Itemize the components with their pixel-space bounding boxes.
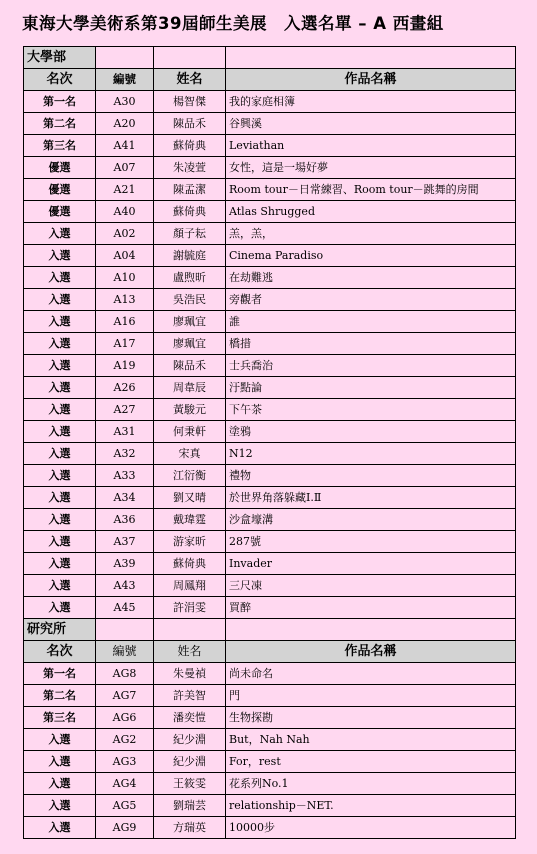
- work-title-cell: 生物探勘: [226, 707, 516, 729]
- work-title-cell: 10000步: [226, 817, 516, 839]
- work-title-cell: 三尺凍: [226, 575, 516, 597]
- header-name: 姓名: [154, 641, 226, 663]
- entry-id-cell: A19: [96, 355, 154, 377]
- section-blank-cell: [154, 619, 226, 641]
- entry-id-cell: AG9: [96, 817, 154, 839]
- rank-cell: 入選: [24, 377, 96, 399]
- work-title-cell: 塗鴉: [226, 421, 516, 443]
- rank-cell: 入選: [24, 509, 96, 531]
- work-title-cell: 沙盒壕溝: [226, 509, 516, 531]
- header-id: 編號: [96, 641, 154, 663]
- entry-id-cell: AG4: [96, 773, 154, 795]
- entry-id-cell: A20: [96, 113, 154, 135]
- entry-id-cell: AG2: [96, 729, 154, 751]
- table-row: [24, 487, 516, 509]
- rank-cell: 入選: [24, 487, 96, 509]
- table-row: [24, 245, 516, 267]
- entry-id-cell: AG5: [96, 795, 154, 817]
- artist-name-cell: 劉瑞芸: [154, 795, 226, 817]
- table-row: [24, 443, 516, 465]
- rank-cell: 優選: [24, 179, 96, 201]
- work-title-cell: 門: [226, 685, 516, 707]
- table-row: [24, 267, 516, 289]
- work-title-cell: Invader: [226, 553, 516, 575]
- header-id: 編號: [96, 69, 154, 91]
- entry-id-cell: A30: [96, 91, 154, 113]
- rank-cell: 入選: [24, 223, 96, 245]
- work-title-cell: relationship－NET.: [226, 795, 516, 817]
- section-blank-cell: [154, 47, 226, 69]
- artist-name-cell: 廖珮宜: [154, 333, 226, 355]
- work-title-cell: 汙點論: [226, 377, 516, 399]
- artist-name-cell: 周鳳翔: [154, 575, 226, 597]
- table-row: [24, 179, 516, 201]
- artist-name-cell: 宋真: [154, 443, 226, 465]
- entry-id-cell: A26: [96, 377, 154, 399]
- entry-id-cell: AG3: [96, 751, 154, 773]
- table-row: [24, 751, 516, 773]
- rank-cell: 入選: [24, 465, 96, 487]
- artist-name-cell: 吳浩民: [154, 289, 226, 311]
- section-row-undergrad: [24, 47, 516, 69]
- work-title-cell: Room tour－日常練習、Room tour－跳舞的房間: [226, 179, 516, 201]
- entry-id-cell: A41: [96, 135, 154, 157]
- table-row: [24, 817, 516, 839]
- rank-cell: 優選: [24, 157, 96, 179]
- rank-cell: 入選: [24, 575, 96, 597]
- entry-id-cell: A16: [96, 311, 154, 333]
- section-blank-cell: [96, 47, 154, 69]
- rank-cell: 第二名: [24, 685, 96, 707]
- header-rank: 名次: [24, 641, 96, 663]
- entry-id-cell: A13: [96, 289, 154, 311]
- table-row: [24, 135, 516, 157]
- entry-id-cell: AG6: [96, 707, 154, 729]
- entry-id-cell: A17: [96, 333, 154, 355]
- artist-name-cell: 陳孟潔: [154, 179, 226, 201]
- rank-cell: 第二名: [24, 113, 96, 135]
- entry-id-cell: A02: [96, 223, 154, 245]
- entry-id-cell: A21: [96, 179, 154, 201]
- artist-name-cell: 陳品禾: [154, 113, 226, 135]
- header-rank: 名次: [24, 69, 96, 91]
- table-row: [24, 311, 516, 333]
- rank-cell: 入選: [24, 333, 96, 355]
- table-row: [24, 399, 516, 421]
- artist-name-cell: 周韋辰: [154, 377, 226, 399]
- header-work: 作品名稱: [226, 69, 516, 91]
- artist-name-cell: 游家昕: [154, 531, 226, 553]
- rank-cell: 入選: [24, 773, 96, 795]
- artist-name-cell: 朱曼禎: [154, 663, 226, 685]
- work-title-cell: For，rest: [226, 751, 516, 773]
- entry-id-cell: A43: [96, 575, 154, 597]
- entry-id-cell: A07: [96, 157, 154, 179]
- entry-id-cell: A32: [96, 443, 154, 465]
- artist-name-cell: 許涓雯: [154, 597, 226, 619]
- rank-cell: 入選: [24, 355, 96, 377]
- rank-cell: 入選: [24, 245, 96, 267]
- artist-name-cell: 潘奕愷: [154, 707, 226, 729]
- artist-name-cell: 黃駿元: [154, 399, 226, 421]
- rank-cell: 入選: [24, 795, 96, 817]
- artist-name-cell: 何秉軒: [154, 421, 226, 443]
- artist-name-cell: 蘇倚典: [154, 553, 226, 575]
- rank-cell: 入選: [24, 531, 96, 553]
- entry-id-cell: A31: [96, 421, 154, 443]
- section-blank-cell: [226, 47, 516, 69]
- artist-name-cell: 許美智: [154, 685, 226, 707]
- table-row: [24, 707, 516, 729]
- work-title-cell: 羔，羔，: [226, 223, 516, 245]
- work-title-cell: 於世界角落躲藏Ⅰ.Ⅱ: [226, 487, 516, 509]
- entry-id-cell: A39: [96, 553, 154, 575]
- work-title-cell: 下午茶: [226, 399, 516, 421]
- rank-cell: 入選: [24, 553, 96, 575]
- artist-name-cell: 江衍衡: [154, 465, 226, 487]
- entry-id-cell: A40: [96, 201, 154, 223]
- table-row: [24, 157, 516, 179]
- rank-cell: 第三名: [24, 135, 96, 157]
- rank-cell: 入選: [24, 751, 96, 773]
- rank-cell: 入選: [24, 421, 96, 443]
- table-row: [24, 575, 516, 597]
- work-title-cell: 尚未命名: [226, 663, 516, 685]
- rank-cell: 第三名: [24, 707, 96, 729]
- entry-id-cell: A37: [96, 531, 154, 553]
- work-title-cell: 谷興溪: [226, 113, 516, 135]
- artist-name-cell: 顏子耘: [154, 223, 226, 245]
- work-title-cell: Cinema Paradiso: [226, 245, 516, 267]
- table-row: [24, 355, 516, 377]
- work-title-cell: 287號: [226, 531, 516, 553]
- rank-cell: 入選: [24, 729, 96, 751]
- work-title-cell: Atlas Shrugged: [226, 201, 516, 223]
- table-row: [24, 113, 516, 135]
- artist-name-cell: 方瑞英: [154, 817, 226, 839]
- section-blank-cell: [96, 619, 154, 641]
- artist-name-cell: 盧煦昕: [154, 267, 226, 289]
- rank-cell: 入選: [24, 817, 96, 839]
- artist-name-cell: 紀少淵: [154, 751, 226, 773]
- work-title-cell: 女性，這是一場好夢: [226, 157, 516, 179]
- table-row: [24, 421, 516, 443]
- table-row: [24, 509, 516, 531]
- work-title-cell: 花系列No.1: [226, 773, 516, 795]
- entry-id-cell: A33: [96, 465, 154, 487]
- entry-id-cell: AG7: [96, 685, 154, 707]
- table-row: [24, 531, 516, 553]
- table-row: [24, 597, 516, 619]
- work-title-cell: 在劫難逃: [226, 267, 516, 289]
- section-label: 研究所: [24, 619, 96, 641]
- work-title-cell: 旁觀者: [226, 289, 516, 311]
- artist-name-cell: 紀少淵: [154, 729, 226, 751]
- artist-name-cell: 朱凌萱: [154, 157, 226, 179]
- artist-name-cell: 王筱雯: [154, 773, 226, 795]
- column-header-row: [24, 69, 516, 91]
- artist-name-cell: 劉又晴: [154, 487, 226, 509]
- work-title-cell: 禮物: [226, 465, 516, 487]
- rank-cell: 第一名: [24, 91, 96, 113]
- rank-cell: 入選: [24, 311, 96, 333]
- page-title: 東海大學美術系第39屆師生美展 入選名單 – A 西畫組: [22, 14, 444, 33]
- rank-cell: 第一名: [24, 663, 96, 685]
- table-row: [24, 685, 516, 707]
- artist-name-cell: 楊智傑: [154, 91, 226, 113]
- work-title-cell: 士兵喬治: [226, 355, 516, 377]
- work-title-cell: But，Nah Nah: [226, 729, 516, 751]
- work-title-cell: N12: [226, 443, 516, 465]
- section-row-grad: [24, 619, 516, 641]
- rank-cell: 優選: [24, 201, 96, 223]
- artist-name-cell: 蘇倚典: [154, 201, 226, 223]
- entry-id-cell: A45: [96, 597, 154, 619]
- work-title-cell: 我的家庭相簿: [226, 91, 516, 113]
- entry-id-cell: A10: [96, 267, 154, 289]
- entry-id-cell: A34: [96, 487, 154, 509]
- table-row: [24, 553, 516, 575]
- rank-cell: 入選: [24, 289, 96, 311]
- section-blank-cell: [226, 619, 516, 641]
- header-work: 作品名稱: [226, 641, 516, 663]
- entry-id-cell: A04: [96, 245, 154, 267]
- work-title-cell: 橋措: [226, 333, 516, 355]
- section-label: 大學部: [24, 47, 96, 69]
- entry-id-cell: A27: [96, 399, 154, 421]
- table-row: [24, 465, 516, 487]
- work-title-cell: 誰: [226, 311, 516, 333]
- column-header-row: [24, 641, 516, 663]
- table-row: [24, 729, 516, 751]
- artist-name-cell: 陳品禾: [154, 355, 226, 377]
- table-row: [24, 663, 516, 685]
- rank-cell: 入選: [24, 399, 96, 421]
- header-name: 姓名: [154, 69, 226, 91]
- table-row: [24, 795, 516, 817]
- table-row: [24, 201, 516, 223]
- rank-cell: 入選: [24, 443, 96, 465]
- table-row: [24, 773, 516, 795]
- table-row: [24, 333, 516, 355]
- work-title-cell: 買醉: [226, 597, 516, 619]
- artist-name-cell: 戴瑋霆: [154, 509, 226, 531]
- work-title-cell: Leviathan: [226, 135, 516, 157]
- entry-id-cell: AG8: [96, 663, 154, 685]
- table-row: [24, 289, 516, 311]
- table-row: [24, 91, 516, 113]
- rank-cell: 入選: [24, 597, 96, 619]
- artist-name-cell: 廖珮宜: [154, 311, 226, 333]
- artist-name-cell: 蘇倚典: [154, 135, 226, 157]
- table-row: [24, 377, 516, 399]
- artist-name-cell: 謝毓庭: [154, 245, 226, 267]
- entry-id-cell: A36: [96, 509, 154, 531]
- table-row: [24, 223, 516, 245]
- rank-cell: 入選: [24, 267, 96, 289]
- results-table: [23, 46, 516, 839]
